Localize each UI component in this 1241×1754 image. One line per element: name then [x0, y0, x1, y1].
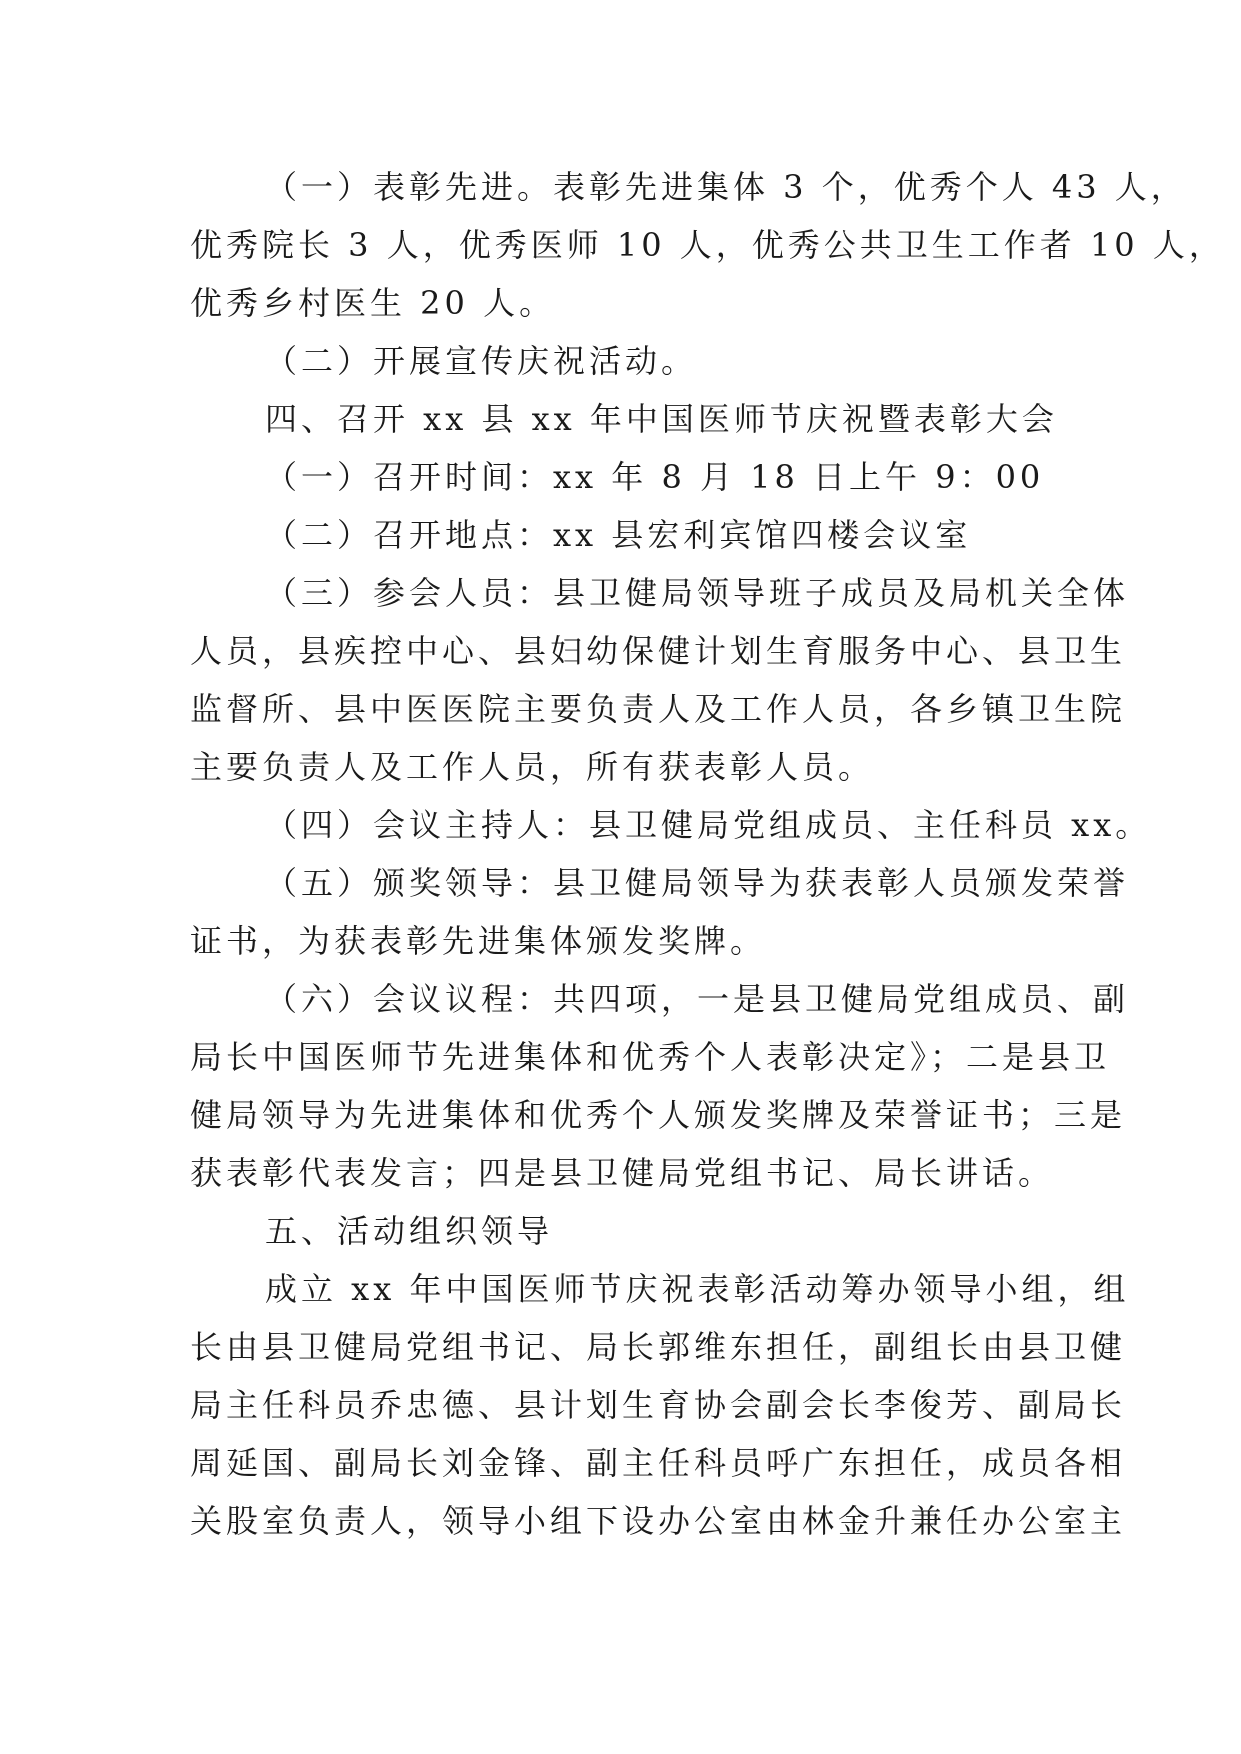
text-line: 优秀乡村医生 20 人。 — [190, 284, 556, 322]
text-line: （二）开展宣传庆祝活动。 — [265, 342, 698, 380]
text-line: 健局领导为先进集体和优秀个人颁发奖牌及荣誉证书；三是 — [190, 1096, 1127, 1134]
text-line: （一）召开时间：xx 年 8 月 18 日上午 9：00 — [265, 458, 1045, 496]
text-line: 局长中国医师节先进集体和优秀个人表彰决定》；二是县卫 — [190, 1038, 1111, 1076]
text-line: 周延国、副局长刘金锋、副主任科员呼广东担任，成员各相 — [190, 1444, 1127, 1482]
text-line: （二）召开地点：xx 县宏利宾馆四楼会议室 — [265, 516, 972, 554]
section-heading: 五、活动组织领导 — [265, 1212, 554, 1250]
text-line: （五）颁奖领导：县卫健局领导为获表彰人员颁发荣誉 — [265, 864, 1130, 902]
text-line: 优秀院长 3 人，优秀医师 10 人，优秀公共卫生工作者 10 人， — [190, 226, 1225, 264]
text-line: 监督所、县中医医院主要负责人及工作人员，各乡镇卫生院 — [190, 690, 1127, 728]
text-line: 主要负责人及工作人员，所有获表彰人员。 — [190, 748, 875, 786]
text-line: 成立 xx 年中国医师节庆祝表彰活动筹办领导小组，组 — [265, 1270, 1130, 1308]
text-line: （六）会议议程：共四项，一是县卫健局党组成员、副 — [265, 980, 1130, 1018]
text-line: 长由县卫健局党组书记、局长郭维东担任，副组长由县卫健 — [190, 1328, 1127, 1366]
text-line: 关股室负责人，领导小组下设办公室由林金升兼任办公室主 — [190, 1502, 1127, 1540]
text-line: 人员，县疾控中心、县妇幼保健计划生育服务中心、县卫生 — [190, 632, 1127, 670]
text-line: （四）会议主持人：县卫健局党组成员、主任科员 xx。 — [265, 806, 1152, 844]
text-line: （三）参会人员：县卫健局领导班子成员及局机关全体 — [265, 574, 1130, 612]
text-line: 获表彰代表发言；四是县卫健局党组书记、局长讲话。 — [190, 1154, 1055, 1192]
document-body — [190, 158, 1225, 1550]
text-line: 局主任科员乔忠德、县计划生育协会副会长李俊芳、副局长 — [190, 1386, 1127, 1424]
section-heading: 四、召开 xx 县 xx 年中国医师节庆祝暨表彰大会 — [265, 400, 1058, 438]
text-line: （一）表彰先进。表彰先进集体 3 个，优秀个人 43 人， — [265, 168, 1187, 206]
text-line: 证书，为获表彰先进集体颁发奖牌。 — [190, 922, 767, 960]
